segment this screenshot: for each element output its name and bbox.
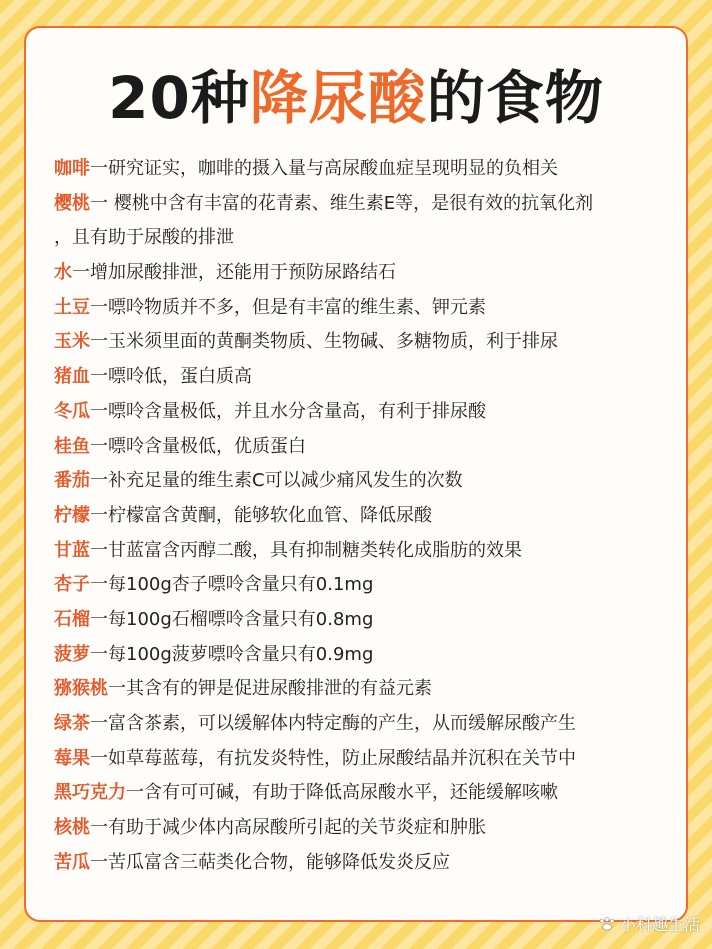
title-accent: 降尿酸 bbox=[249, 64, 427, 132]
food-name: 杏子 bbox=[54, 574, 90, 596]
food-list bbox=[54, 152, 682, 880]
food-desc: 一嘌呤含量极低，优质蛋白 bbox=[90, 435, 306, 457]
food-desc: 一如草莓蓝莓，有抗发炎特性，防止尿酸结晶并沉积在关节中 bbox=[90, 747, 576, 769]
food-name: 黑巧克力 bbox=[54, 782, 126, 804]
list-item bbox=[54, 360, 682, 395]
food-desc: 一嘌呤物质并不多，但是有丰富的维生素、钾元素 bbox=[90, 296, 486, 318]
food-name: 猕猴桃 bbox=[54, 678, 108, 700]
list-item bbox=[54, 534, 682, 569]
list-item bbox=[54, 256, 682, 291]
food-desc: ，且有助于尿酸的排泄 bbox=[54, 227, 234, 249]
food-desc: 一含有可可碱，有助于降低高尿酸水平，还能缓解咳嗽 bbox=[126, 782, 558, 804]
food-desc: 一其含有的钾是促进尿酸排泄的有益元素 bbox=[108, 678, 432, 700]
paw-icon bbox=[598, 917, 616, 931]
food-desc: 一甘蓝富含丙醇二酸，具有抑制糖类转化成脂肪的效果 bbox=[90, 539, 522, 561]
food-desc: 一柠檬富含黄酮，能够软化血管、降低尿酸 bbox=[90, 504, 432, 526]
food-name: 冬瓜 bbox=[54, 400, 90, 422]
food-name: 水 bbox=[54, 262, 72, 284]
list-item bbox=[54, 742, 682, 777]
food-desc: 一增加尿酸排泄，还能用于预防尿路结石 bbox=[72, 262, 396, 284]
food-desc: 一嘌呤含量极低，并且水分含量高，有利于排尿酸 bbox=[90, 400, 486, 422]
food-name: 甘蓝 bbox=[54, 539, 90, 561]
food-name: 菠萝 bbox=[54, 643, 90, 665]
list-item bbox=[54, 707, 682, 742]
list-item bbox=[54, 464, 682, 499]
food-desc: 一富含茶素，可以缓解体内特定酶的产生，从而缓解尿酸产生 bbox=[90, 713, 576, 734]
food-name: 桂鱼 bbox=[54, 435, 90, 457]
list-item bbox=[54, 152, 682, 187]
food-name: 核桃 bbox=[54, 817, 90, 839]
list-item bbox=[54, 395, 682, 430]
content-card bbox=[24, 26, 688, 922]
list-item bbox=[54, 603, 682, 638]
list-item bbox=[54, 811, 682, 846]
title-prefix: 20种 bbox=[108, 64, 250, 132]
list-item bbox=[54, 638, 682, 673]
food-name: 柠檬 bbox=[54, 504, 90, 526]
food-name: 猪血 bbox=[54, 366, 90, 388]
food-name: 苦瓜 bbox=[54, 851, 90, 873]
food-name: 石榴 bbox=[54, 608, 90, 630]
food-name: 莓果 bbox=[54, 747, 90, 769]
food-desc: 一每100g菠萝嘌呤含量只有0.9mg bbox=[90, 643, 374, 665]
list-item bbox=[54, 221, 682, 256]
food-desc: 一补充足量的维生素C可以减少痛风发生的次数 bbox=[90, 470, 463, 492]
list-item bbox=[54, 325, 682, 360]
food-name: 土豆 bbox=[54, 296, 90, 318]
page-title bbox=[26, 58, 686, 138]
food-desc: 一 樱桃中含有丰富的花青素、维生素E等，是很有效的抗氧化剂 bbox=[90, 192, 594, 214]
list-item bbox=[54, 672, 682, 707]
watermark-text: 小科趣生活 bbox=[619, 915, 700, 934]
list-item bbox=[54, 776, 682, 811]
food-desc: 一嘌呤低，蛋白质高 bbox=[90, 366, 252, 388]
food-name: 咖啡 bbox=[54, 158, 90, 179]
title-suffix: 的食物 bbox=[426, 64, 604, 132]
food-desc: 一苦瓜富含三萜类化合物，能够降低发炎反应 bbox=[90, 851, 450, 873]
list-item bbox=[54, 430, 682, 465]
food-name: 绿茶 bbox=[54, 713, 90, 734]
food-name: 樱桃 bbox=[54, 192, 90, 214]
list-item bbox=[54, 846, 682, 881]
food-desc: 一玉米须里面的黄酮类物质、生物碱、多糖物质，利于排尿 bbox=[90, 331, 558, 353]
food-desc: 一每100g石榴嘌呤含量只有0.8mg bbox=[90, 608, 374, 630]
food-desc: 一研究证实，咖啡的摄入量与高尿酸血症呈现明显的负相关 bbox=[90, 158, 558, 179]
list-item bbox=[54, 187, 682, 222]
food-desc: 一每100g杏子嘌呤含量只有0.1mg bbox=[90, 574, 374, 596]
list-item bbox=[54, 499, 682, 534]
food-name: 番茄 bbox=[54, 470, 90, 492]
food-name: 玉米 bbox=[54, 331, 90, 353]
list-item bbox=[54, 291, 682, 326]
food-desc: 一有助于减少体内高尿酸所引起的关节炎症和肿胀 bbox=[90, 817, 486, 839]
list-item bbox=[54, 568, 682, 603]
watermark bbox=[598, 912, 700, 935]
